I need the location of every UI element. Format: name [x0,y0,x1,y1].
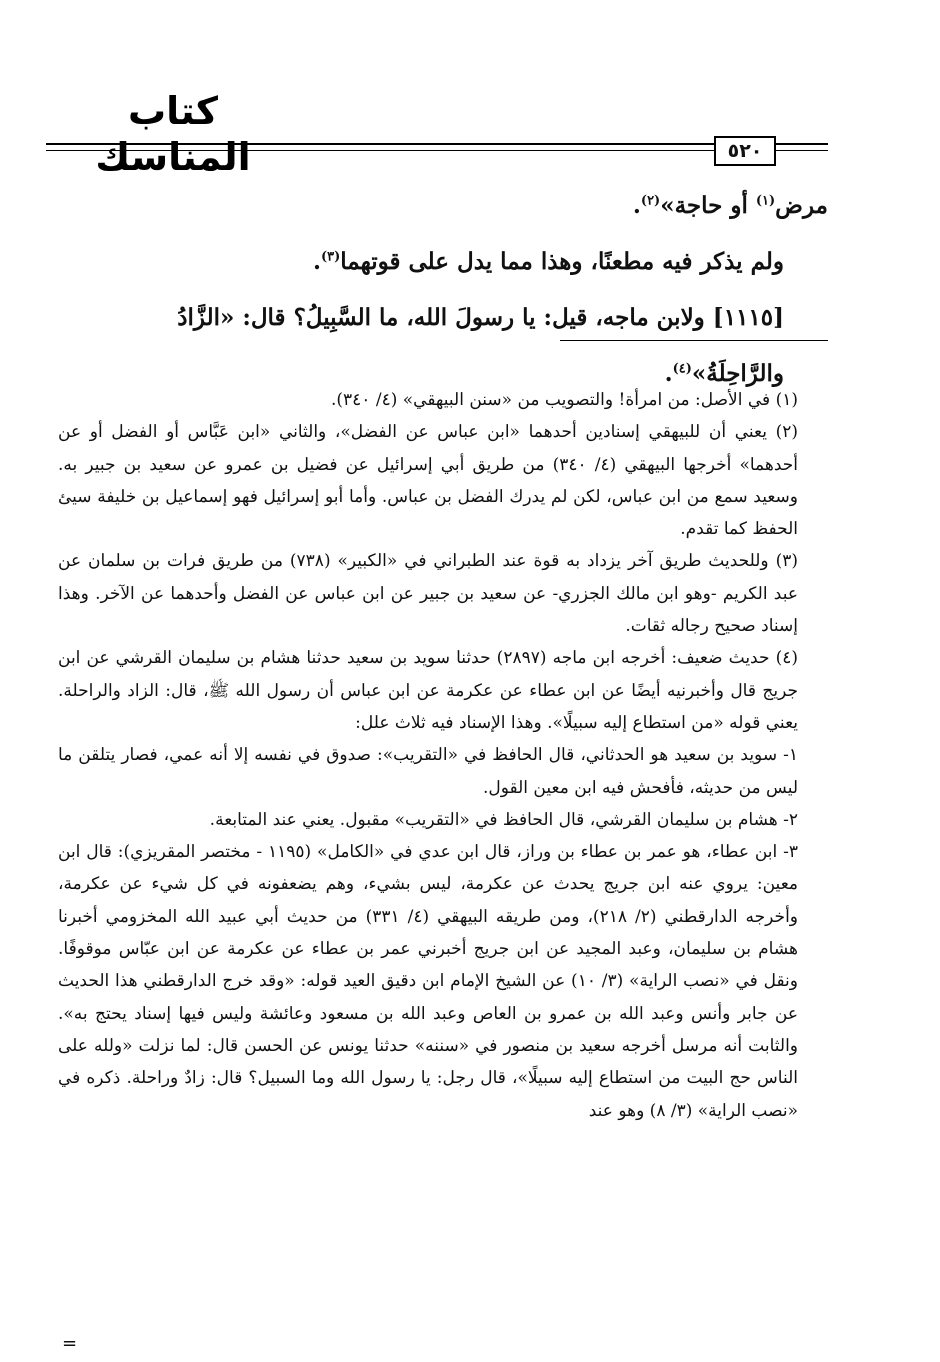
running-head-book-title: كتاب المناسك [95,89,251,179]
main-text-span: . [632,192,641,219]
continuation-mark: = [62,1333,78,1354]
main-line-2 [90,234,828,290]
footnote-3: (٣) وللحديث طريق آخر يزداد به قوة عند الطبراني في «الكبير» (٧٣٨) من طريق فرات بن سلمان عن عبد الكريم -وهو ابن مالك الجزري- عن سعيد بن جبير عن ابن عباس عن الفضل وأحدهما عن الآخر. وهذا إسناد صحيح رجاله ثقات. [58,551,798,637]
footnote-4-point-3: ٣- ابن عطاء، هو عمر بن عطاء بن وراز، قال ابن عدي في «الكامل» (١١٩٥ - مختصر المقريزي): قال ابن معين: يروي عنه ابن جريج يحدث عن عكرمة، ليس بشيء، وهم يضعفونه في كل شيء عن عكرمة، وأخرجه الدارقطني (٢/ ٢١٨)، ومن طريقه البيهقي (٤/ ٣٣١) من حديث أبي عبيد الله المخزومي أخبرنا هشام بن سليمان، وعبد المجيد عن ابن جريج أخبرني عمر بن عطاء عن عكرمة عن ابن عبّاس موقوفًا. ونقل في «نصب الراية» (٣/ ١٠) عن الشيخ الإمام ابن دقيق العيد قوله: «وقد خرج الدارقطني هذا الحديث عن جابر وأنس وعبد الله بن عمرو بن العاص وعبد الله بن مسعود وعائشة وليس فيها إسناد يحتج به». والثابت أنه مرسل أخرجه سعيد بن منصور في «سننه» حدثنا يونس عن الحسن قال: لما نزلت «ولله على الناس حج البيت من استطاع إليه سبيلًا»، قال رجل: يا رسول الله وما السبيل؟ قال: زادٌ وراحلة. ذكره في «نصب الراية» (٣/ ٨) وهو عند [58,842,799,1121]
header-rule [46,143,714,145]
header-rule-thin [46,150,714,151]
main-text-span: مرض [775,192,828,219]
footnote-ref-2: (٢) [640,193,661,209]
footnote-4-point-2: ٢- هشام بن سليمان القرشي، قال الحافظ في «التقريب» مقبول. يعني عند المتابعة. [209,809,798,830]
main-text-span: . [312,248,321,275]
footnote-ref-4: (٤) [672,361,692,377]
footnote-1: (١) في الأصل: من امرأة! والتصويب من «سنن البيهقي» (٤/ ٣٤٠). [330,390,798,410]
footnote-4: (٤) حديث ضعيف: أخرجه ابن ماجه (٢٨٩٧) حدثنا سويد بن سعيد حدثنا هشام بن سليمان القرشي عن ابن جريج قال وأخبرنيه أيضًا عن ابن عطاء عن عكرمة عن ابن عباس أن رسول الله ﷺ، قال: الزاد والراحلة. يعني قوله «من استطاع إليه سبيلًا». وهذا الإسناد فيه ثلاث علل: [58,648,798,733]
footnote-ref-3: (٣) [320,249,341,265]
main-line-1 [90,178,828,234]
main-text-span: ولم يذكر فيه مطعنًا، وهذا مما يدل على قوتهما [340,248,784,275]
main-text-span: . [664,360,673,387]
header-rule-right [776,143,828,145]
header-rule-right-thin [776,150,828,151]
footnotes [58,384,828,1127]
page-number: ٥٢٠ [714,136,776,166]
footnote-2: (٢) يعني أن للبيهقي إسنادين أحدهما «ابن عباس عن الفضل»، والثاني «ابن عَبَّاس أو الفضل أو عن أحدهما» أخرجها البيهقي (٤/ ٣٤٠) من طريق أبي إسرائيل عن فضيل بن عمرو عن سعيد بن جبير به. وسعيد سمع من ابن عباس، لكن لم يدرك الفضل بن عباس. وأما أبو إسرائيل فهو إسماعيل بن خليفة سيئ الحفظ كما تقدم. [58,422,798,540]
main-text [90,178,828,402]
footnote-4-point-1: ١- سويد بن سعيد هو الحدثاني، قال الحافظ في «التقريب»: صدوق في نفسه إلا أنه عمي، فصار يتلقن ما ليس من حديثه، فأفحش فيه ابن معين القول. [58,745,798,798]
footnote-ref-1: (١) [755,193,776,209]
main-text-span: [١١١٥] ولابن ماجه، قيل: يا رسولَ الله، ما السَّبِيلُ؟ قال: «الزَّادُ والرَّاحِلَةُ» [177,304,784,387]
footnote-separator [560,340,828,341]
main-text-span: أو حاجة» [660,192,756,219]
